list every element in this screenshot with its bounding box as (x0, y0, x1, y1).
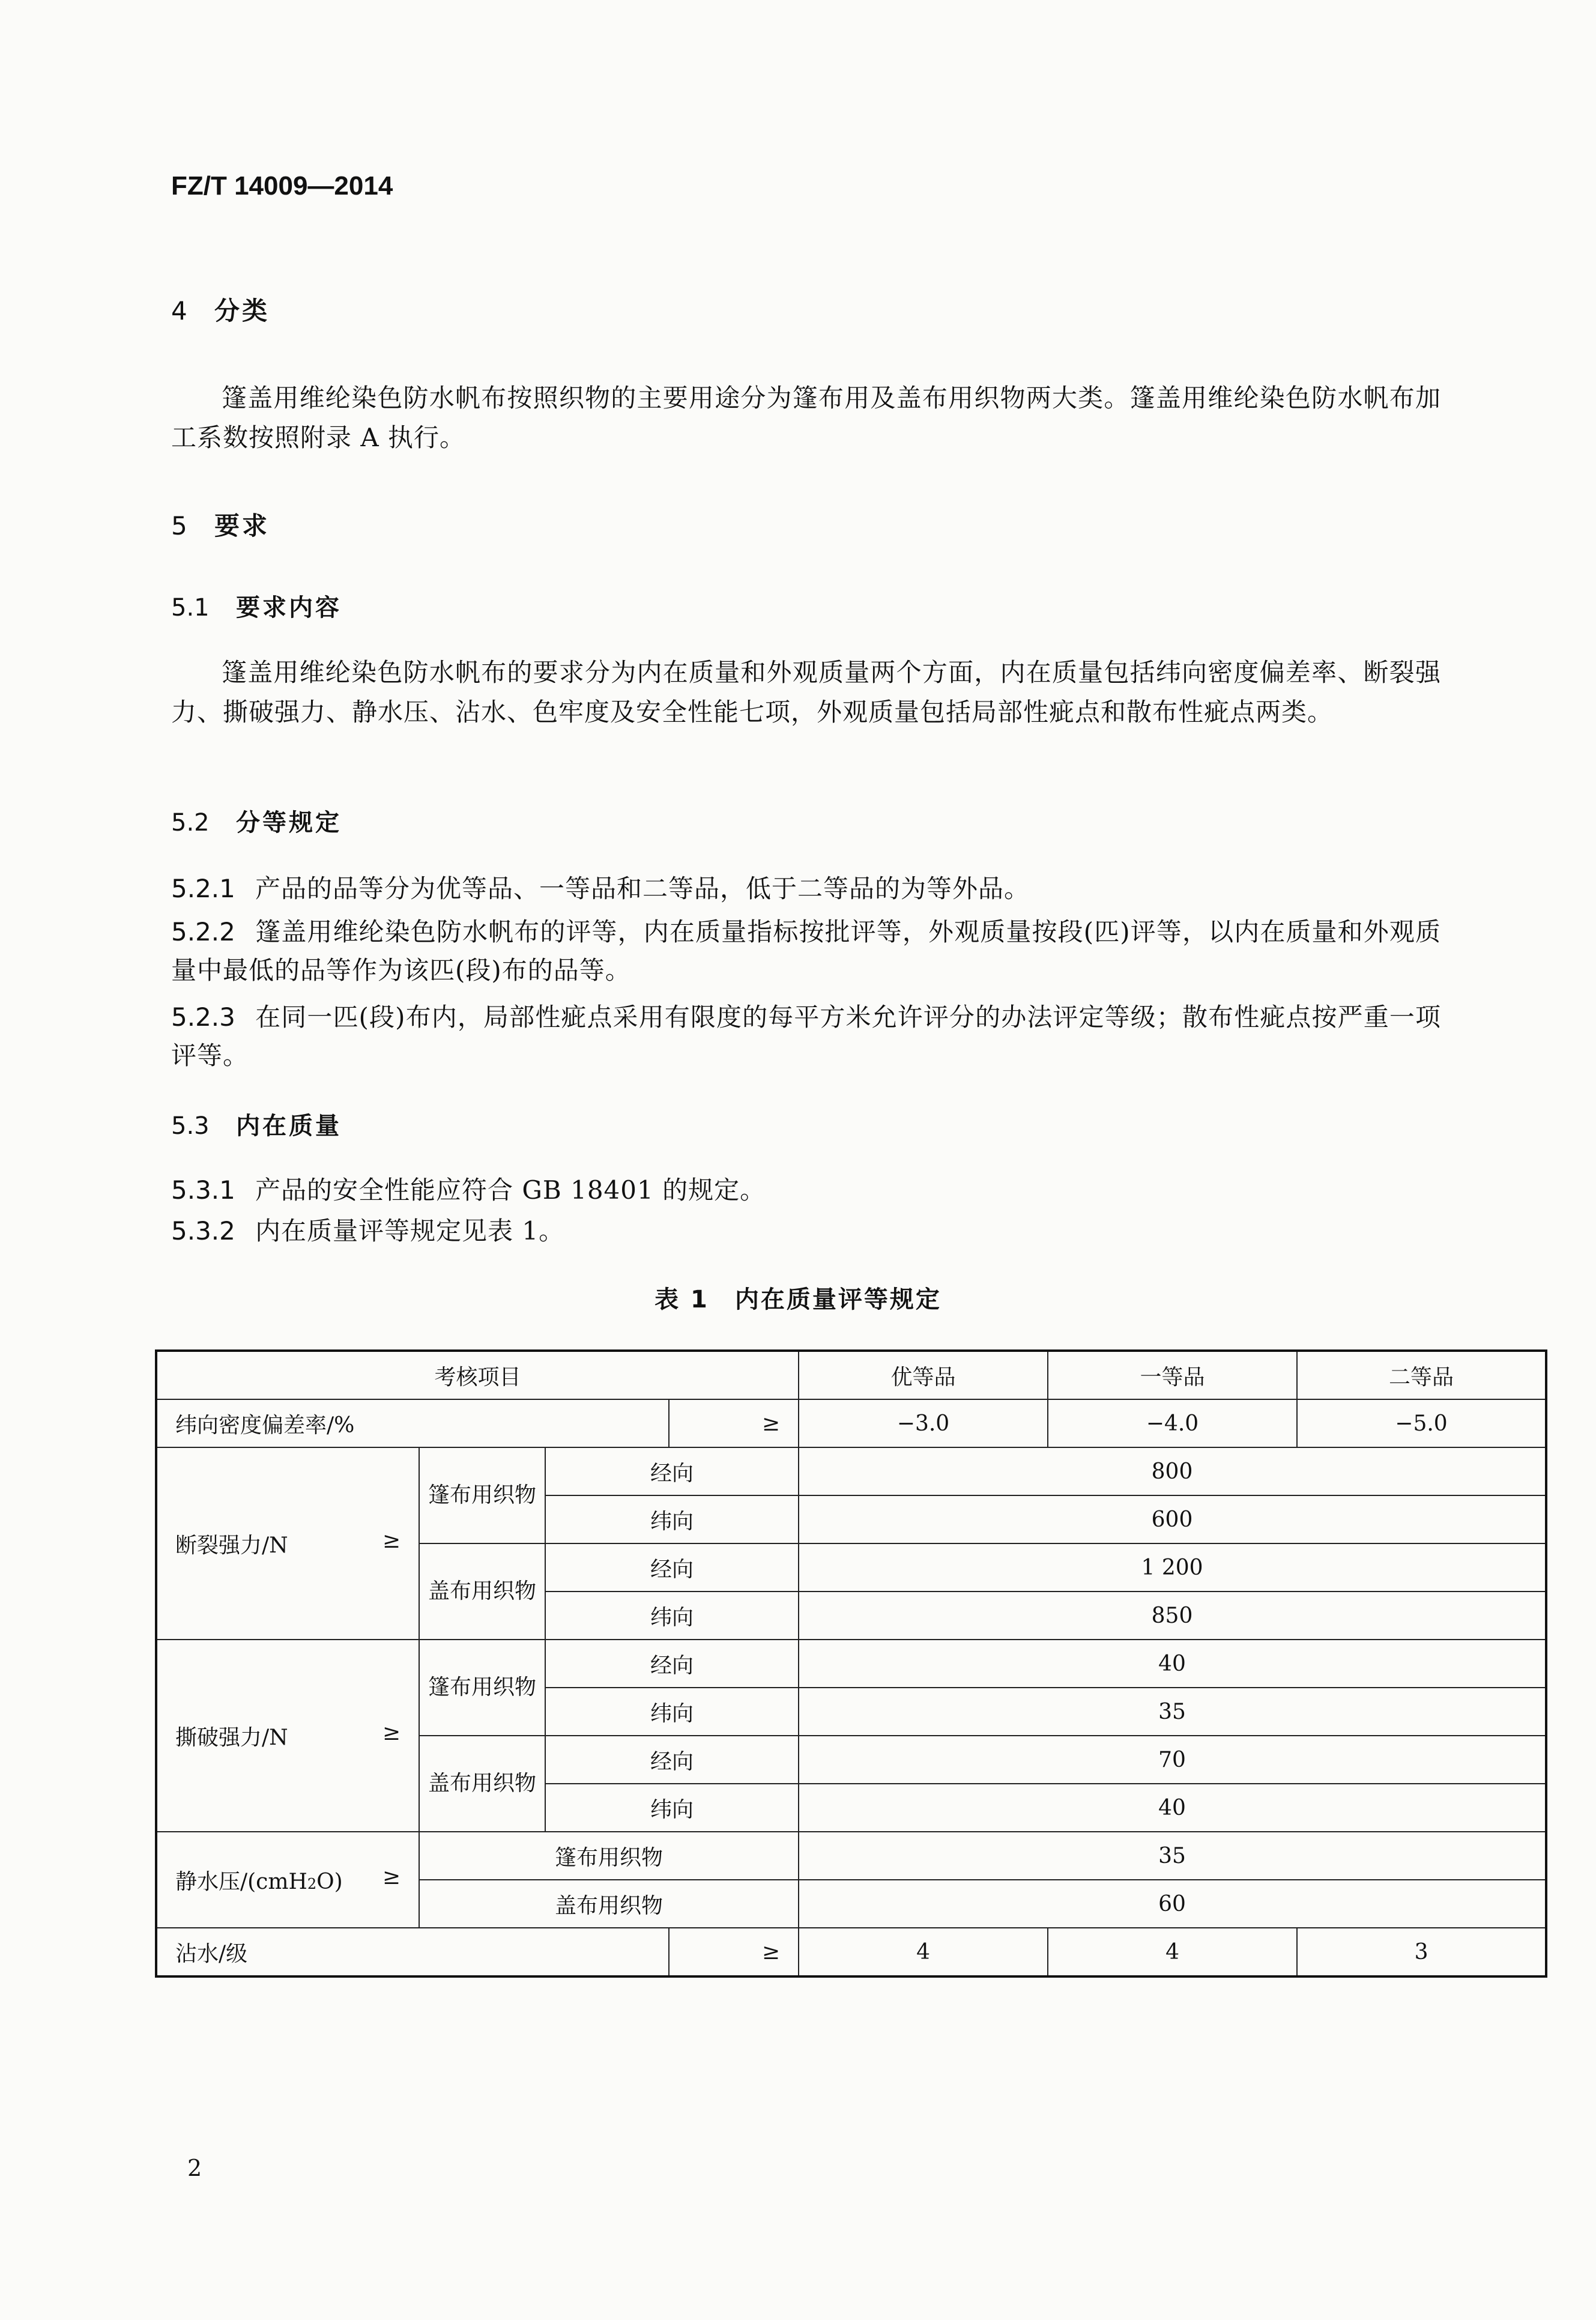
label-part: O) (316, 1869, 343, 1894)
table-row-tearing (156, 1640, 1546, 1688)
direction: 纬向 (545, 1592, 799, 1640)
cell-value: 600 (799, 1495, 1546, 1543)
direction: 经向 (545, 1447, 799, 1495)
direction: 纬向 (545, 1495, 799, 1543)
row-label: 沾水/级 (156, 1928, 669, 1976)
clause-5-3-1 (171, 1171, 1441, 1210)
section-5-heading (171, 506, 270, 542)
section-5-3-heading (171, 1107, 342, 1141)
section-5-1-paragraph: 篷盖用维纶染色防水帆布的要求分为内在质量和外观质量两个方面，内在质量包括纬向密度偏差率、断裂强力、撕破强力、静水压、沾水、色牢度及安全性能七项，外观质量包括局部性疵点和散布性疵点两类。 (171, 658, 1441, 727)
row-label (156, 1447, 419, 1640)
section-5-2-heading (171, 804, 342, 838)
fabric-type: 篷布用织物 (419, 1832, 799, 1880)
section-title: 要求 (214, 511, 270, 541)
standard-code-header: FZ/T 14009—2014 (171, 171, 393, 201)
cell-value: 35 (799, 1688, 1546, 1736)
table-row-hydrostatic (156, 1832, 1546, 1880)
cell-value: 70 (799, 1736, 1546, 1784)
quality-grading-table (155, 1349, 1547, 1978)
cell-value: 1 200 (799, 1543, 1546, 1592)
clause-text: 产品的品等分为优等品、一等品和二等品，低于二等品的为等外品。 (255, 874, 1030, 903)
cell-value: 4 (1048, 1928, 1297, 1976)
header-grade-second: 二等品 (1297, 1351, 1546, 1399)
header-item: 考核项目 (156, 1351, 799, 1399)
section-5-1-heading (171, 589, 342, 623)
page-number: 2 (187, 2155, 202, 2181)
row-label-text: 撕破强力/N (175, 1725, 288, 1750)
cell-value: 3 (1297, 1928, 1546, 1976)
table-row-weft-density (156, 1399, 1546, 1447)
clause-number: 5.2.1 (171, 874, 235, 903)
clause-5-3-2 (171, 1212, 1441, 1250)
clause-number: 5.2.3 (171, 1002, 235, 1032)
section-number: 5.3 (171, 1112, 210, 1140)
clause-number: 5.3.1 (171, 1175, 235, 1205)
direction: 纬向 (545, 1784, 799, 1832)
table-header-row (156, 1351, 1546, 1399)
clause-5-2-2 (171, 913, 1441, 990)
section-title: 分等规定 (236, 809, 342, 837)
direction: 纬向 (545, 1688, 799, 1736)
header-grade-premium: 优等品 (799, 1351, 1048, 1399)
cell-value: −5.0 (1297, 1399, 1546, 1447)
fabric-type: 盖布用织物 (419, 1736, 545, 1832)
row-label: 纬向密度偏差率/% (156, 1399, 669, 1447)
table-row-spray (156, 1928, 1546, 1976)
cell-value: −3.0 (799, 1399, 1048, 1447)
row-label-text (175, 1870, 343, 1894)
geq-symbol: ≥ (669, 1399, 799, 1447)
clause-text: 内在质量评等规定见表 1。 (255, 1216, 565, 1246)
fabric-type: 篷布用织物 (419, 1640, 545, 1736)
row-label (156, 1832, 419, 1928)
row-label-text: 断裂强力/N (175, 1533, 288, 1558)
cell-value: 40 (799, 1784, 1546, 1832)
cell-value: 4 (799, 1928, 1048, 1976)
cell-value: 800 (799, 1447, 1546, 1495)
direction: 经向 (545, 1543, 799, 1592)
row-label (156, 1640, 419, 1832)
cell-value: 35 (799, 1832, 1546, 1880)
fabric-type: 盖布用织物 (419, 1880, 799, 1928)
fabric-type: 盖布用织物 (419, 1543, 545, 1640)
cell-value: −4.0 (1048, 1399, 1297, 1447)
direction: 经向 (545, 1736, 799, 1784)
section-title: 分类 (214, 296, 270, 326)
table-caption: 表 1 内在质量评等规定 (654, 1286, 942, 1313)
clause-number: 5.2.2 (171, 917, 235, 946)
section-4-heading (171, 291, 270, 327)
geq-symbol: ≥ (382, 1528, 401, 1553)
clause-5-2-1 (171, 870, 1441, 908)
section-number: 5.2 (171, 809, 210, 837)
cell-value: 60 (799, 1880, 1546, 1928)
section-title: 要求内容 (236, 594, 342, 622)
clause-5-2-3 (171, 998, 1441, 1075)
label-part: 静水压/(cmH (175, 1869, 307, 1894)
cell-value: 40 (799, 1640, 1546, 1688)
direction: 经向 (545, 1640, 799, 1688)
header-grade-first: 一等品 (1048, 1351, 1297, 1399)
clause-number: 5.3.2 (171, 1216, 235, 1246)
table-row-breaking (156, 1447, 1546, 1495)
section-title: 内在质量 (236, 1112, 342, 1140)
geq-symbol: ≥ (382, 1720, 401, 1745)
geq-symbol: ≥ (669, 1928, 799, 1976)
cell-value: 850 (799, 1592, 1546, 1640)
fabric-type: 篷布用织物 (419, 1447, 545, 1543)
clause-text: 产品的安全性能应符合 GB 18401 的规定。 (255, 1175, 766, 1205)
section-4-paragraph: 篷盖用维纶染色防水帆布按照织物的主要用途分为篷布用及盖布用织物两大类。篷盖用维纶染色防水帆布加工系数按照附录 A 执行。 (171, 383, 1441, 452)
section-number: 5.1 (171, 594, 210, 622)
section-number: 5 (171, 511, 190, 541)
clause-text: 篷盖用维纶染色防水帆布的评等，内在质量指标按批评等，外观质量按段(匹)评等，以内在质量和外观质量中最低的品等作为该匹(段)布的品等。 (171, 917, 1441, 985)
clause-text: 在同一匹(段)布内，局部性疵点采用有限度的每平方米允许评分的办法评定等级；散布性疵点按严重一项评等。 (171, 1002, 1441, 1070)
geq-symbol: ≥ (382, 1864, 401, 1889)
section-number: 4 (171, 296, 190, 326)
label-subscript: 2 (307, 1875, 317, 1892)
